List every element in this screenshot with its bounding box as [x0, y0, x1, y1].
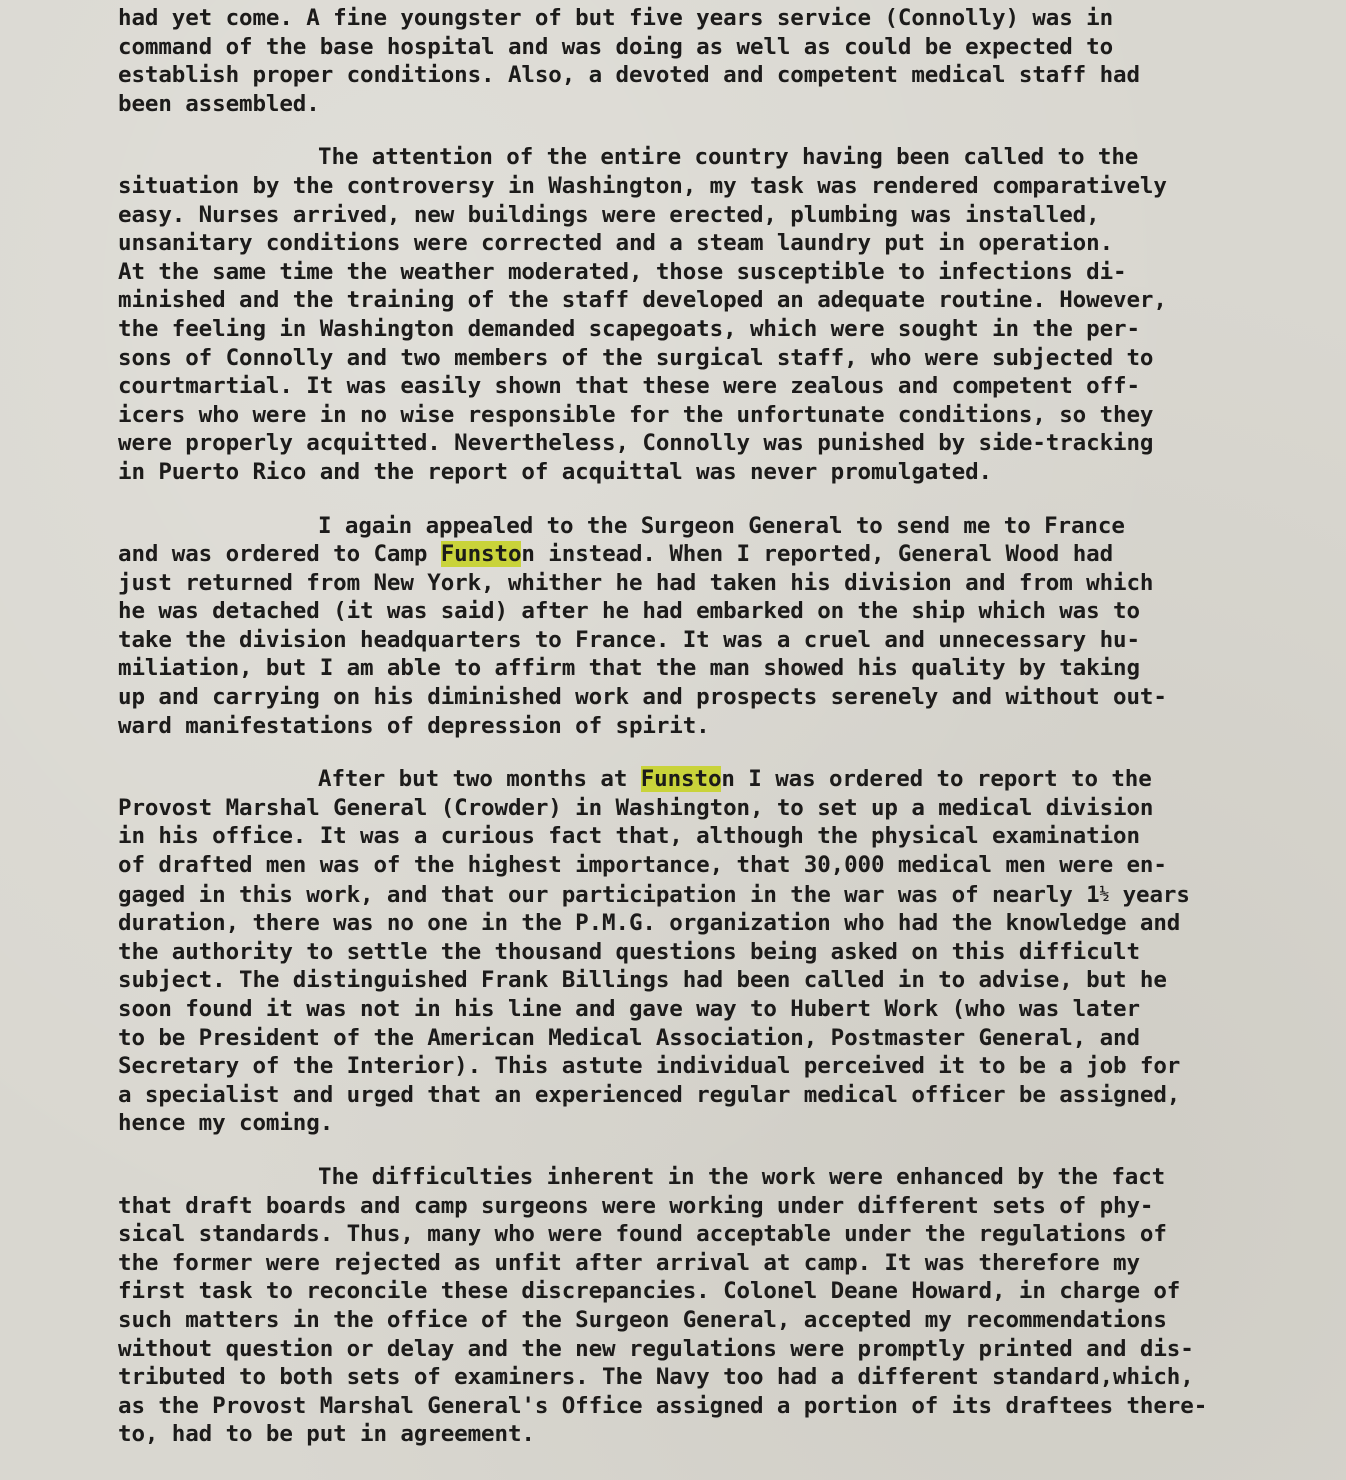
text-line: Secretary of the Interior). This astute individual perceived it to be a job for [118, 1053, 1181, 1080]
text-line: the former were rejected as unfit after arrival at camp. It was therefore my [118, 1249, 1140, 1276]
text-line: take the division headquarters to France. It was a cruel and unnecessary hu- [118, 626, 1140, 653]
text-line: ward manifestations of depression of spirit. [118, 712, 710, 739]
text-line: icers who were in no wise responsible for the unfortunate conditions, so they [118, 401, 1154, 428]
text-line: duration, there was no one in the P.M.G. organization who had the knowledge and [118, 910, 1181, 937]
fraction-glyph: ½ [1099, 883, 1110, 903]
text-line: first task to reconcile these discrepancies. Colonel Deane Howard, in charge of [118, 1278, 1181, 1305]
text-segment: and was ordered to Camp [118, 541, 441, 568]
paragraph-1 [118, 4, 1308, 118]
text-line: the authority to settle the thousand questions being asked on this difficult [118, 938, 1140, 965]
paragraph-2 [118, 143, 1308, 486]
text-line: subject. The distinguished Frank Billings had been called in to advise, but he [118, 967, 1167, 994]
text-line: soon found it was not in his line and gave way to Hubert Work (who was later [118, 996, 1140, 1022]
text-line: were properly acquitted. Nevertheless, Connolly was punished by side-tracking [118, 430, 1154, 457]
text-line: the feeling in Washington demanded scapegoats, which were sought in the per- [118, 315, 1140, 342]
text-line: such matters in the office of the Surgeon General, accepted my recommendations [118, 1306, 1167, 1333]
text-line: courtmartial. It was easily shown that these were zealous and competent off- [118, 373, 1140, 400]
search-highlight: Funsto [640, 766, 722, 793]
text-line: Provost Marshal General (Crowder) in Washington, to set up a medical division [118, 794, 1154, 821]
text-segment: After but two months at [318, 766, 641, 793]
text-line [118, 540, 1308, 569]
text-line: been assembled. [118, 90, 320, 117]
text-line [118, 880, 1308, 910]
text-segment: years [1109, 881, 1190, 908]
text-line: without question or delay and the new regulations were promptly printed and dis- [118, 1335, 1194, 1362]
text-line: miliation, but I am able to affirm that the man showed his quality by taking [118, 655, 1140, 682]
text-line: At the same time the weather moderated, those susceptible to infections di- [118, 258, 1127, 285]
paragraph-5 [118, 1163, 1308, 1449]
text-line: to, had to be put in agreement. [118, 1421, 535, 1448]
text-line: up and carrying on his diminished work and prospects serenely and without out- [118, 684, 1167, 711]
text-line: unsanitary conditions were corrected and a steam laundry put in operation. [118, 230, 1114, 257]
text-line: as the Provost Marshal General's Office assigned a portion of its draftees there- [118, 1392, 1208, 1419]
text-line: a specialist and urged that an experienced regular medical officer be assigned, [118, 1081, 1181, 1108]
text-line: I again appealed to the Surgeon General to send me to France [318, 512, 1125, 539]
text-line: to be President of the American Medical Association, Postmaster General, and [118, 1024, 1140, 1051]
text-line: of drafted men was of the highest importance, that 30,000 medical men were en- [118, 852, 1167, 879]
document-body [118, 4, 1308, 1474]
text-line: sical standards. Thus, many who were found acceptable under the regulations of [118, 1221, 1167, 1248]
text-line: just returned from New York, whither he had taken his division and from which [118, 569, 1154, 596]
text-line: he was detached (it was said) after he had embarked on the ship which was to [118, 598, 1140, 625]
text-line: had yet come. A fine youngster of but five years service (Connolly) was in [118, 5, 1114, 31]
text-line: that draft boards and camp surgeons were working under different sets of phy- [118, 1192, 1154, 1219]
paragraph-3 [118, 512, 1308, 741]
text-line: hence my coming. [118, 1110, 334, 1137]
text-line: in Puerto Rico and the report of acquittal was never promulgated. [118, 458, 992, 485]
text-line [118, 765, 1308, 794]
text-line: sons of Connolly and two members of the surgical staff, who were subjected to [118, 344, 1154, 371]
text-line: tributed to both sets of examiners. The Navy too had a different standard,which, [118, 1364, 1194, 1391]
paragraph-4 [118, 765, 1308, 1138]
text-line: easy. Nurses arrived, new buildings were erected, plumbing was installed, [118, 201, 1100, 228]
text-line: minished and the training of the staff developed an adequate routine. However, [118, 287, 1167, 314]
text-line: situation by the controversy in Washington, my task was rendered comparatively [118, 172, 1167, 199]
search-highlight: Funsto [440, 541, 522, 568]
text-line: establish proper conditions. Also, a devoted and competent medical staff had [118, 62, 1140, 89]
text-line: The difficulties inherent in the work were enhanced by the fact [318, 1163, 1166, 1190]
text-segment: n I was ordered to report to the [721, 766, 1152, 793]
text-line: The attention of the entire country having been called to the [318, 144, 1139, 171]
text-segment: n instead. When I reported, General Wood had [521, 541, 1114, 568]
text-line: in his office. It was a curious fact that, although the physical examination [118, 823, 1140, 850]
text-line: command of the base hospital and was doing as well as could be expected to [118, 33, 1114, 60]
text-segment: gaged in this work, and that our participation in the war was of nearly 1 [118, 881, 1100, 908]
